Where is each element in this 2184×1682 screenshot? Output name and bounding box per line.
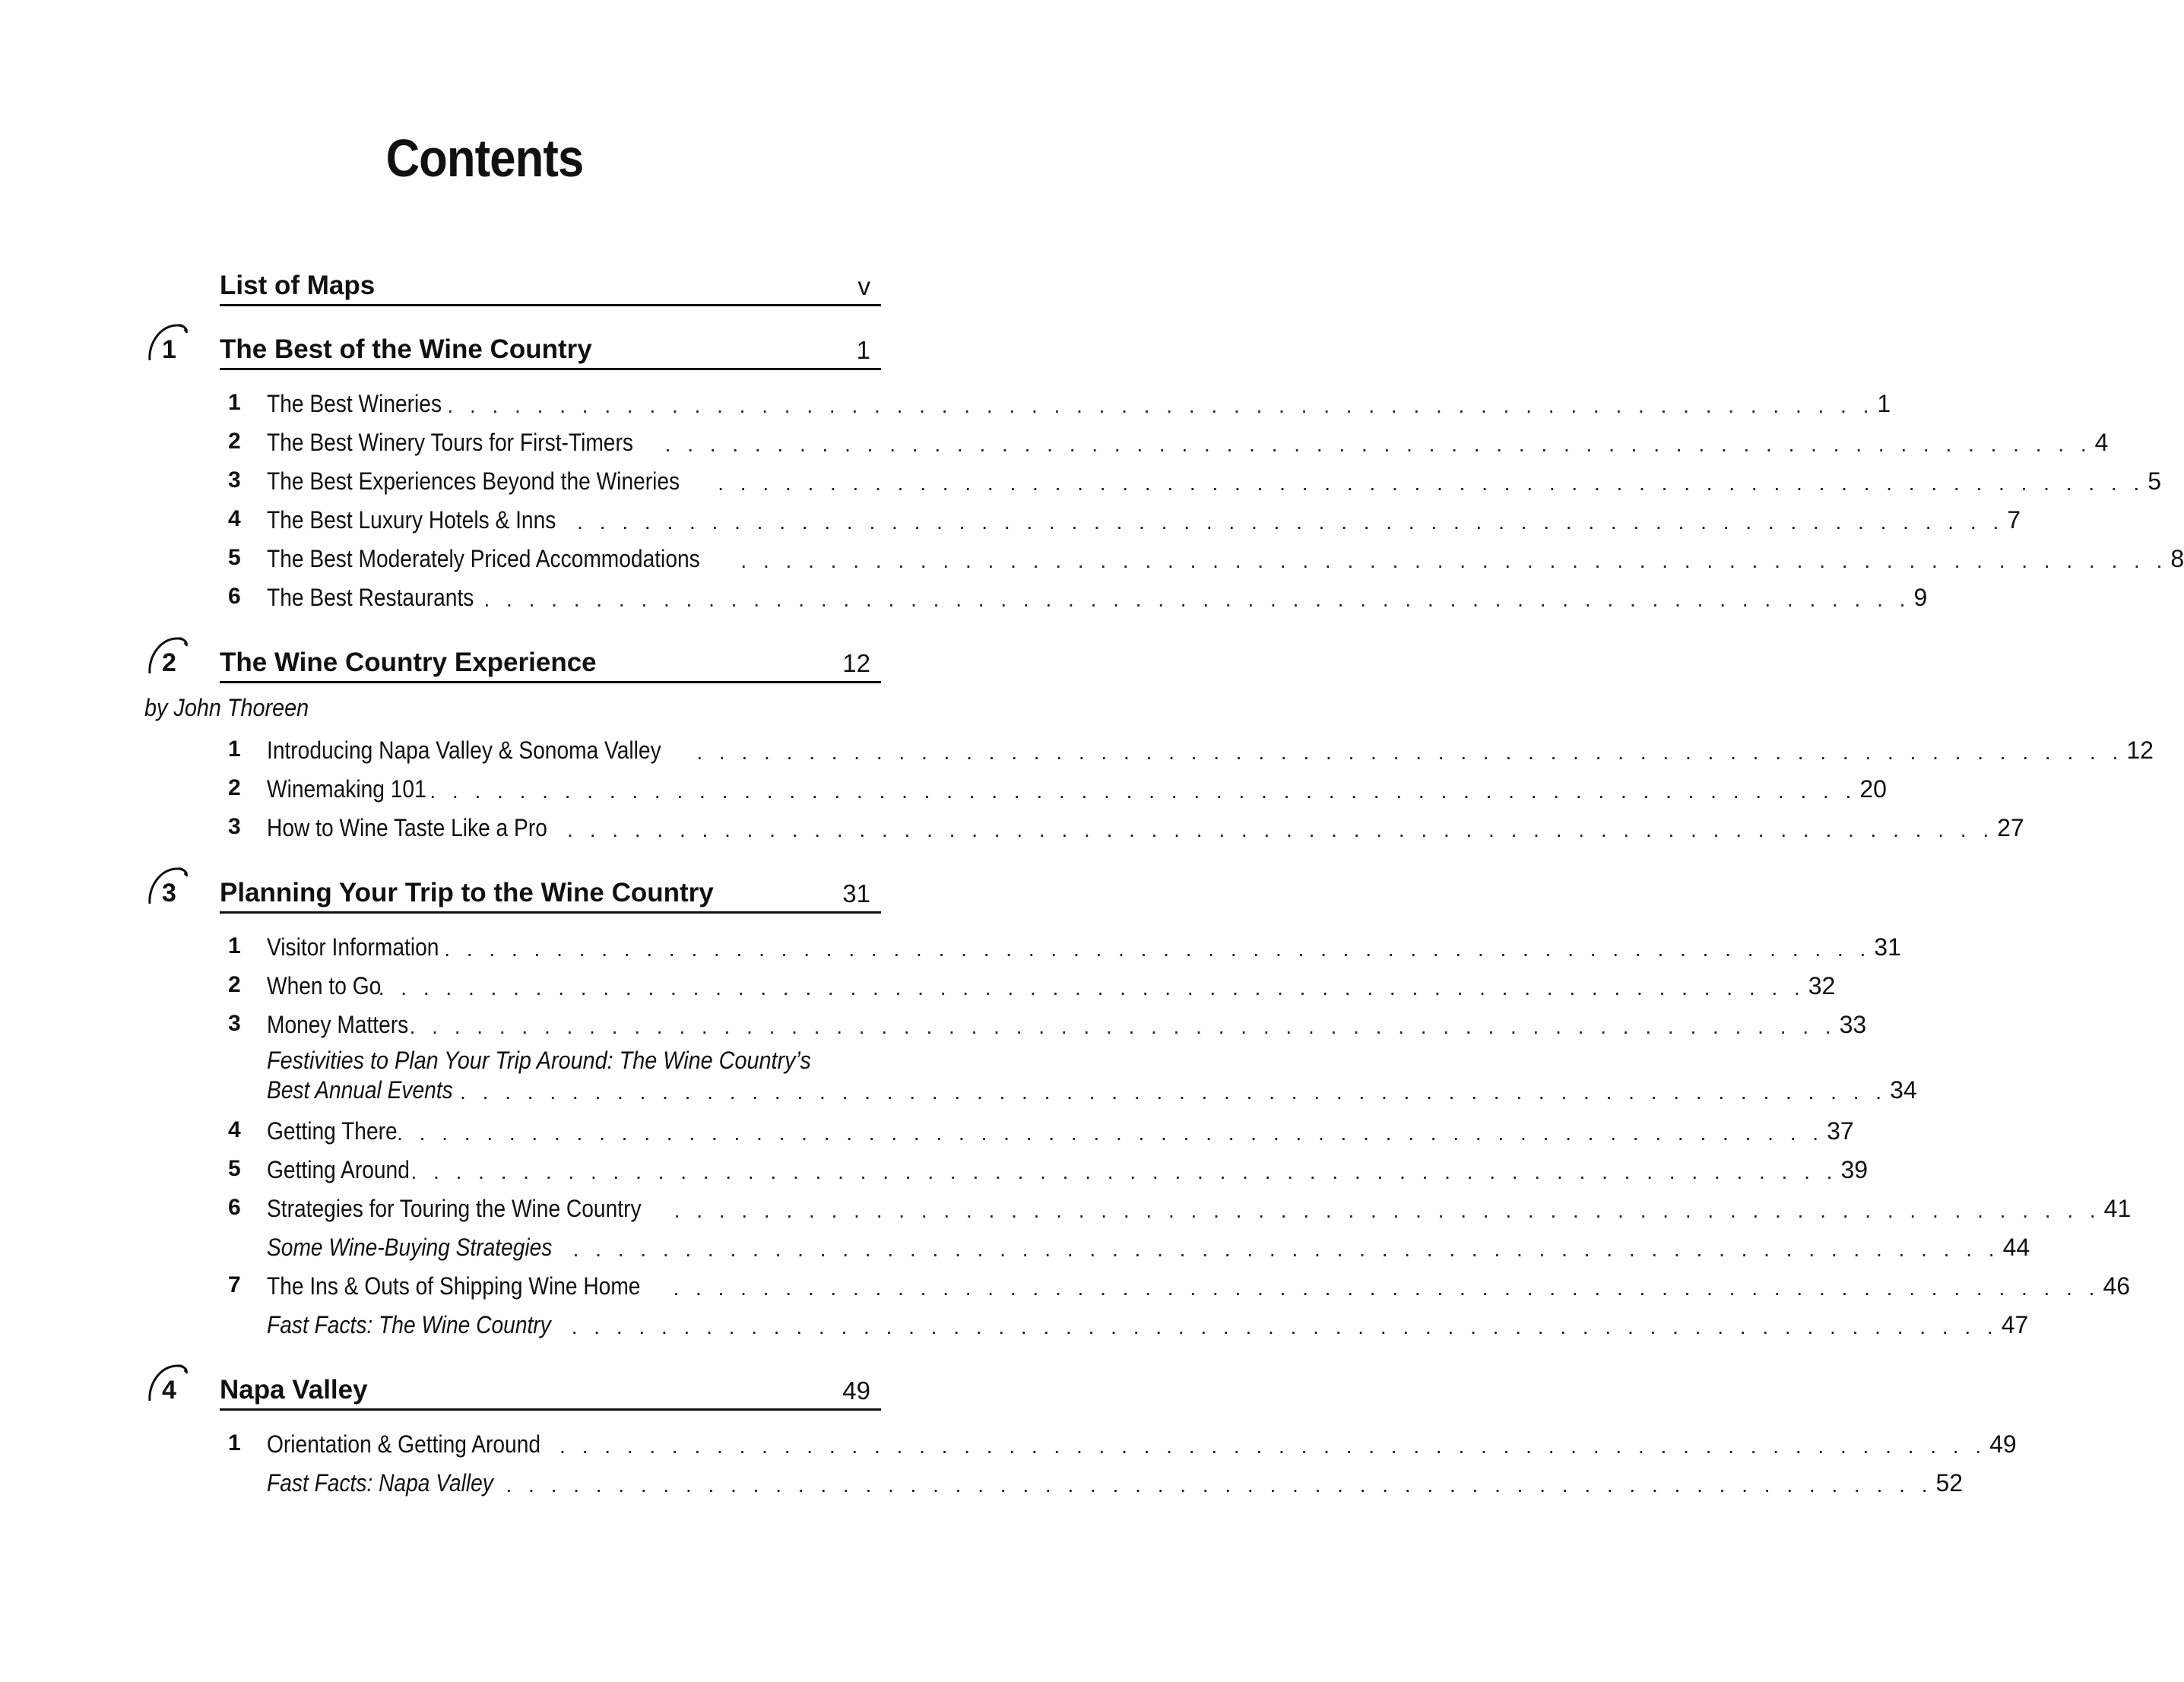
entry-title: Winemaking 101 [267,775,426,803]
entry-page: 5 [2148,467,2161,495]
chapter-number-badge [147,634,194,679]
entry-body [267,418,2109,457]
chapter-page: 49 [842,1376,870,1405]
section-entry[interactable] [228,1145,1869,1184]
entry-body [267,726,2154,765]
entry-body [267,1107,1854,1145]
entry-title-line1: Festivities to Plan Your Trip Around: The Wine Country’s [267,1047,811,1074]
dot-leader: . . . . . . . . . . . . . . . . . . . . . . . . . . . . . . . . . . . . . . . . . . . . . . . . . . . . . . . . . . . . . . . . [410,1160,1838,1183]
chapter-page: 31 [842,879,870,908]
section-entry[interactable] [228,379,1891,418]
entry-body [267,1000,1867,1039]
section-entry[interactable] [228,1107,1854,1145]
list-of-maps-page: v [857,272,870,300]
section-number: 1 [228,736,241,762]
entry-page: 33 [1839,1011,1867,1038]
section-number: 1 [228,390,241,415]
page-title: Contents [385,128,584,188]
dot-leader: . . . . . . . . . . . . . . . . . . . . . . . . . . . . . . . . . . . . . . . . . . . . . . . . . . . . . . . . . . . . . . . . [430,779,1857,803]
section-entry[interactable] [228,1262,2131,1300]
entry-title: When to Go [267,972,382,999]
dot-leader: . . . . . . . . . . . . . . . . . . . . . . . . . . . . . . . . . . . . . . . . . . . . . . . . . . . . . . . . . . . . . . . . [740,549,2168,572]
section-number: 4 [228,506,241,531]
entry-title: Best Annual Events [267,1076,453,1104]
section-number: 4 [228,1117,241,1142]
section-number: 3 [228,814,241,839]
section-entry[interactable] [228,496,2021,534]
entry-title: Money Matters [267,1011,409,1038]
section-number: 3 [228,467,241,493]
chapter-list [0,306,2184,1497]
section-number: 2 [228,972,241,997]
dot-leader: . . . . . . . . . . . . . . . . . . . . . . . . . . . . . . . . . . . . . . . . . . . . . . . . . . . . . . . . . . . . . . . . [506,1473,1933,1497]
dot-leader: . . . . . . . . . . . . . . . . . . . . . . . . . . . . . . . . . . . . . . . . . . . . . . . . . . . . . . . . . . . . . . . . [397,1121,1824,1145]
section-number: 5 [228,545,241,570]
entry-list [0,1420,2017,1497]
section-entry[interactable] [228,765,1887,803]
entry-body [267,457,2161,496]
entry-page: 4 [2094,429,2109,456]
entry-body [267,1300,2029,1339]
entry-page: 8 [2170,545,2184,572]
entry-title: Fast Facts: Napa Valley [267,1469,493,1497]
section-entry[interactable] [228,534,2184,573]
entry-page: 39 [1840,1156,1869,1183]
chapter-byline: by John Thoreen [144,694,309,721]
entry-body [267,1420,2017,1459]
chapter-title: The Wine Country Experience [220,648,597,677]
dot-leader: . . . . . . . . . . . . . . . . . . . . . . . . . . . . . . . . . . . . . . . . . . . . . . . . . . . . . . . . . . . . . . . . [567,818,1995,841]
section-number: 2 [228,775,241,800]
entry-page: 9 [1913,584,1928,611]
sidebar-entry[interactable] [228,1223,2030,1262]
section-number: 2 [228,429,241,454]
entry-page: 27 [1997,814,2024,841]
entry-page: 7 [2007,506,2021,534]
section-entry[interactable] [228,1000,1867,1039]
list-of-maps-title: List of Maps [220,271,376,300]
entry-body [267,961,1836,1000]
entry-page: 46 [2103,1272,2131,1300]
dot-leader: . . . . . . . . . . . . . . . . . . . . . . . . . . . . . . . . . . . . . . . . . . . . . . . . . . . . . . . . . . . . . . . . [447,394,1875,417]
entry-body [267,496,2021,534]
section-number: 3 [228,1011,241,1036]
chapter-heading[interactable] [162,1367,881,1411]
entry-page: 12 [2126,736,2154,764]
section-number: 5 [228,1156,241,1181]
toc-content [0,262,2184,1497]
dot-leader: . . . . . . . . . . . . . . . . . . . . . . . . . . . . . . . . . . . . . . . . . . . . . . . . . . . . . . . . . . . . . . . . [409,1015,1837,1038]
entry-page: 44 [2002,1234,2030,1261]
entry-page: 31 [1874,933,1901,961]
entry-title: The Best Luxury Hotels & Inns [267,506,556,534]
chapter-number-badge [147,1361,194,1407]
entry-body [267,1459,1964,1497]
entry-title: Getting There [267,1117,398,1145]
entry-page: 34 [1890,1076,1917,1104]
chapter-heading[interactable] [162,639,881,683]
dot-leader: . . . . . . . . . . . . . . . . . . . . . . . . . . . . . . . . . . . . . . . . . . . . . . . . . . . . . . . . . . . . . . . . [664,432,2092,456]
chapter-page: 12 [842,649,870,677]
entry-list [0,379,2184,612]
section-number: 6 [228,584,241,609]
entry-page: 37 [1827,1117,1854,1145]
entry-page: 49 [1989,1430,2017,1458]
chapter-heading[interactable] [162,870,881,914]
section-entry[interactable] [228,1184,2132,1223]
entry-page: 52 [1935,1469,1964,1497]
dot-leader: . . . . . . . . . . . . . . . . . . . . . . . . . . . . . . . . . . . . . . . . . . . . . . . . . . . . . . . . . . . . . . . . [572,1237,2000,1261]
entry-title: The Best Wineries [267,390,442,417]
entry-title: Fast Facts: The Wine Country [267,1311,551,1338]
chapter-page: 1 [856,336,870,364]
entry-body [267,534,2184,573]
dot-leader: . . . . . . . . . . . . . . . . . . . . . . . . . . . . . . . . . . . . . . . . . . . . . . . . . . . . . . . . . . . . . . . . [718,471,2145,495]
entry-body [267,923,1901,961]
section-number: 1 [228,1430,241,1456]
entry-title: Getting Around [267,1156,410,1183]
chapter-number: 1 [162,335,176,364]
chapter-title: Planning Your Trip to the Wine Country [220,878,714,908]
entry-body [267,379,1891,418]
entry-body [267,1039,1917,1104]
chapter-number: 4 [162,1376,176,1405]
entry-body [267,1145,1869,1184]
section-entry[interactable] [228,961,1836,1000]
dot-leader: . . . . . . . . . . . . . . . . . . . . . . . . . . . . . . . . . . . . . . . . . . . . . . . . . . . . . . . . . . . . . . . . [378,976,1805,999]
section-number: 6 [228,1195,241,1220]
entry-body [267,765,1887,803]
entry-body [267,1262,2131,1300]
section-entry[interactable] [228,457,2161,496]
dot-leader: . . . . . . . . . . . . . . . . . . . . . . . . . . . . . . . . . . . . . . . . . . . . . . . . . . . . . . . . . . . . . . . . [460,1080,1888,1104]
dot-leader: . . . . . . . . . . . . . . . . . . . . . . . . . . . . . . . . . . . . . . . . . . . . . . . . . . . . . . . . . . . . . . . . [571,1315,1999,1338]
chapter-4 [0,1367,2017,1497]
section-entry[interactable] [228,1420,2017,1459]
dot-leader: . . . . . . . . . . . . . . . . . . . . . . . . . . . . . . . . . . . . . . . . . . . . . . . . . . . . . . . . . . . . . . . . [444,937,1872,961]
section-entry[interactable] [228,726,2154,765]
dot-leader: . . . . . . . . . . . . . . . . . . . . . . . . . . . . . . . . . . . . . . . . . . . . . . . . . . . . . . . . . . . . . . . . [674,1199,2101,1222]
entry-page: 1 [1877,390,1891,417]
sidebar-entry[interactable] [228,1039,1917,1107]
chapter-number: 3 [162,879,176,908]
entry-page: 47 [2001,1311,2029,1338]
chapter-heading[interactable] [162,326,881,370]
chapter-number: 2 [162,648,176,677]
entry-title: The Best Moderately Priced Accommodations [267,545,700,572]
chapter-number-badge [147,321,194,366]
dot-leader: . . . . . . . . . . . . . . . . . . . . . . . . . . . . . . . . . . . . . . . . . . . . . . . . . . . . . . . . . . . . . . . . [559,1434,1987,1458]
entry-list [0,726,2154,842]
entry-body [267,573,1928,612]
entry-page: 41 [2103,1195,2132,1222]
chapter-1 [0,326,2184,612]
chapter-title: The Best of the Wine Country [220,334,592,364]
entry-title: Introducing Napa Valley & Sonoma Valley [267,736,661,764]
dot-leader: . . . . . . . . . . . . . . . . . . . . . . . . . . . . . . . . . . . . . . . . . . . . . . . . . . . . . . . . . . . . . . . . [696,740,2124,764]
chapter-title: Napa Valley [220,1375,368,1405]
dot-leader: . . . . . . . . . . . . . . . . . . . . . . . . . . . . . . . . . . . . . . . . . . . . . . . . . . . . . . . . . . . . . . . . [577,510,2005,534]
section-number: 7 [228,1272,241,1297]
entry-title: Some Wine-Buying Strategies [267,1234,553,1261]
entry-title: The Best Restaurants [267,584,474,611]
entry-body [267,803,2024,842]
entry-title: The Best Winery Tours for First-Timers [267,429,633,456]
entry-page: 20 [1859,775,1887,803]
sidebar-entry[interactable] [228,1300,2029,1339]
entry-title: How to Wine Taste Like a Pro [267,814,547,841]
sidebar-entry[interactable] [228,1459,1964,1497]
entry-body [267,1184,2132,1223]
entry-page: 32 [1808,972,1836,999]
dot-leader: . . . . . . . . . . . . . . . . . . . . . . . . . . . . . . . . . . . . . . . . . . . . . . . . . . . . . . . . . . . . . . . . [673,1276,2100,1300]
entry-title: The Ins & Outs of Shipping Wine Home [267,1272,641,1300]
entry-title: Orientation & Getting Around [267,1430,541,1458]
entry-title: The Best Experiences Beyond the Wineries [267,467,680,495]
section-entry[interactable] [228,573,1928,612]
entry-body [267,1223,2030,1262]
list-of-maps-heading[interactable] [220,262,881,306]
section-entry[interactable] [228,803,2024,842]
section-number: 1 [228,933,241,958]
entry-list [0,923,2132,1339]
section-entry[interactable] [228,923,1901,961]
entry-title: Strategies for Touring the Wine Country [267,1195,642,1222]
dot-leader: . . . . . . . . . . . . . . . . . . . . . . . . . . . . . . . . . . . . . . . . . . . . . . . . . . . . . . . . . . . . . . . . [483,588,1911,611]
entry-title: Visitor Information [267,933,439,961]
section-entry[interactable] [228,418,2109,457]
chapter-3 [0,870,2132,1339]
chapter-2 [0,639,2154,842]
chapter-number-badge [147,864,194,910]
